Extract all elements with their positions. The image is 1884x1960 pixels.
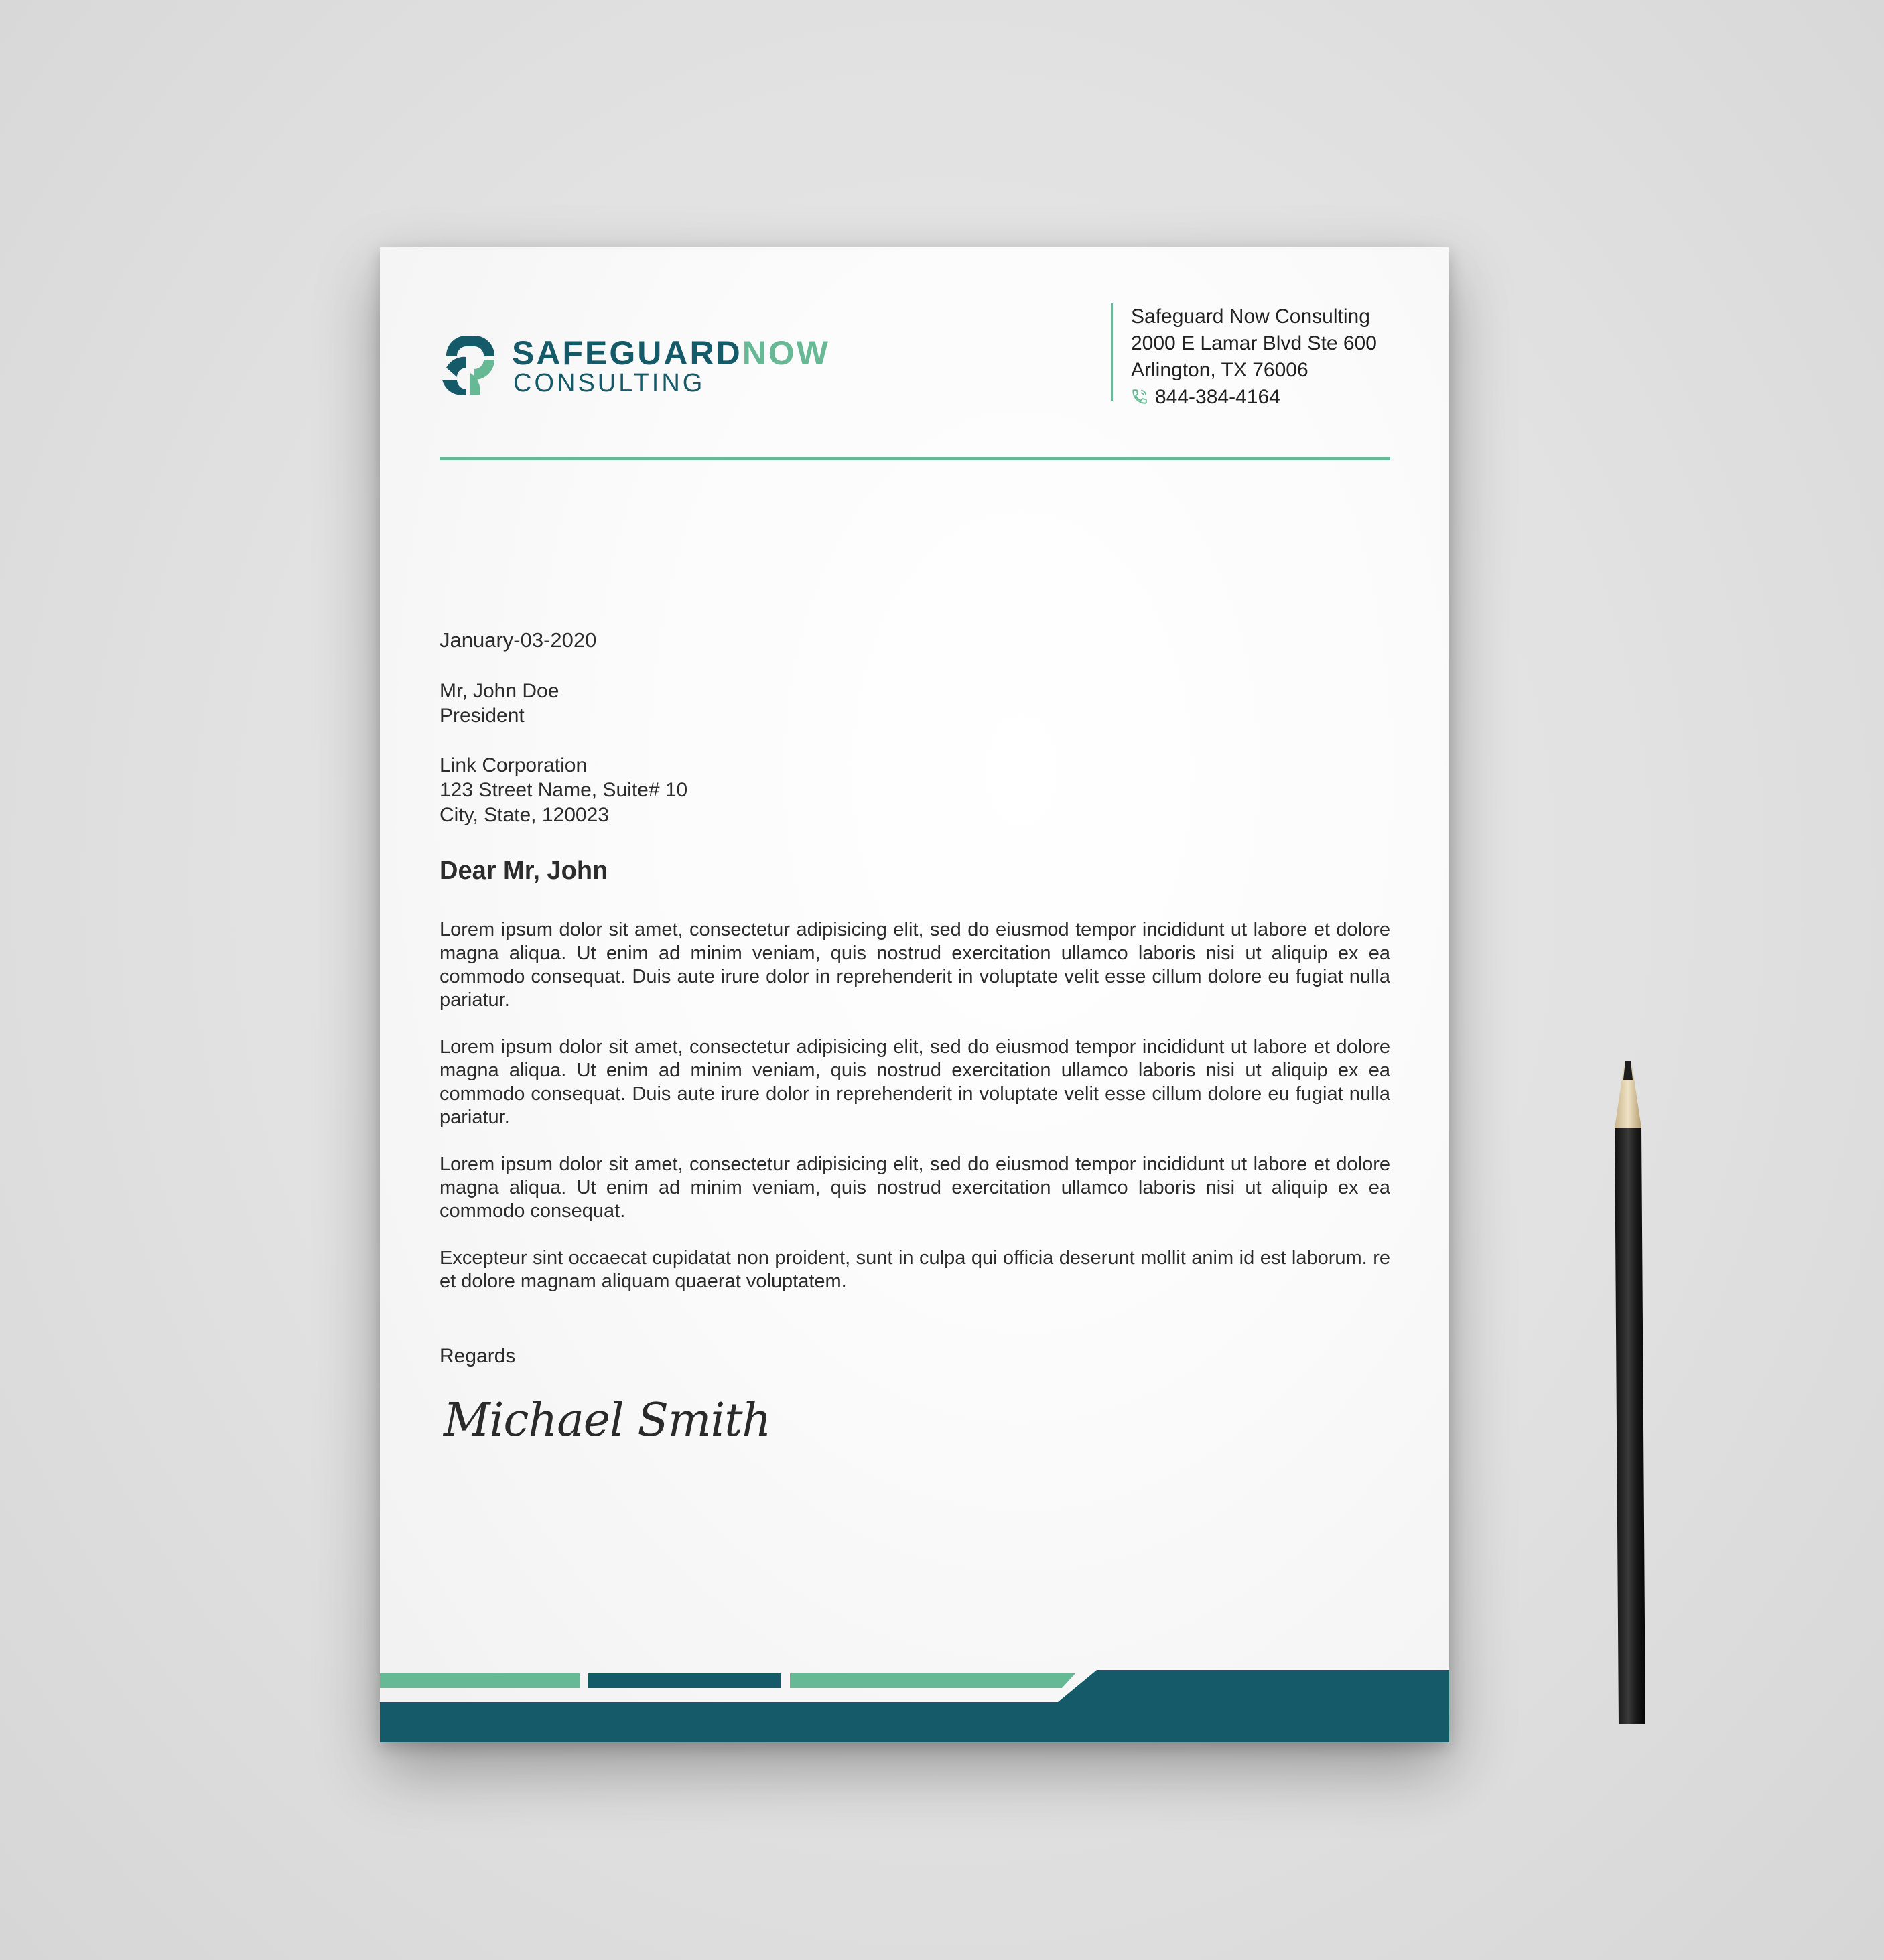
logo-mark-icon xyxy=(440,333,501,397)
closing: Regards xyxy=(440,1345,516,1367)
contact-street: 2000 E Lamar Blvd Ste 600 xyxy=(1131,332,1377,354)
recipient-company-city: City, State, 120023 xyxy=(440,804,609,826)
contact-phone: 844-384-4164 xyxy=(1155,386,1280,408)
recipient-name: Mr, John Doe xyxy=(440,680,559,702)
contact-city: Arlington, TX 76006 xyxy=(1131,359,1308,381)
header-divider xyxy=(440,457,1390,460)
logo-word-now: NOW xyxy=(742,334,830,372)
logo-word-consulting: CONSULTING xyxy=(513,369,705,397)
body-paragraph: Lorem ipsum dolor sit amet, consectetur adipisicing elit, sed do eiusmod tempor incididunt ut labore et dolore magna aliqua. Ut enim ad minim veniam, quis nostrud exercitation ullamco laboris nisi ut aliquip ex ea commodo consequat. Duis aute irure dolor in reprehenderit in voluptate velit esse cillum dolore eu fugiat nulla pariatur. xyxy=(440,919,1390,1011)
signature: Michael Smith xyxy=(444,1394,771,1447)
body-paragraph: Lorem ipsum dolor sit amet, consectetur adipisicing elit, sed do eiusmod tempor incididunt ut labore et dolore magna aliqua. Ut enim ad minim veniam, quis nostrud exercitation ullamco laboris nisi ut aliquip ex ea commodo consequat. xyxy=(440,1153,1390,1222)
contact-company: Safeguard Now Consulting xyxy=(1131,305,1370,328)
recipient-block xyxy=(440,679,559,728)
body-paragraph: Excepteur sint occaecat cupidatat non proident, sunt in culpa qui officia deserunt mollit anim id est laborum. re et dolore magnam aliquam quaerat voluptatem. xyxy=(440,1247,1390,1292)
footer-decoration xyxy=(380,1670,1449,1742)
contact-block xyxy=(1111,303,1432,408)
salutation: Dear Mr, John xyxy=(440,857,608,885)
letter-date: January-03-2020 xyxy=(440,628,597,652)
recipient-company-name: Link Corporation xyxy=(440,754,588,776)
body-paragraph: Lorem ipsum dolor sit amet, consectetur adipisicing elit, sed do eiusmod tempor incididunt ut labore et dolore magna aliqua. Ut enim ad minim veniam, quis nostrud exercitation ullamco laboris nisi ut aliquip ex ea commodo consequat. Duis aute irure dolor in reprehenderit in voluptate velit esse cillum dolore eu fugiat nulla pariatur. xyxy=(440,1036,1390,1128)
phone-icon xyxy=(1131,388,1148,405)
company-logo xyxy=(440,333,842,400)
letterhead-sheet xyxy=(380,247,1449,1742)
recipient-company-street: 123 Street Name, Suite# 10 xyxy=(440,779,688,801)
logo-word-safeguard: SAFEGUARD xyxy=(512,334,742,372)
contact-phone-line xyxy=(1131,384,1432,411)
recipient-company-block xyxy=(440,753,687,827)
logo-wordmark xyxy=(512,333,830,373)
recipient-title: President xyxy=(440,705,525,727)
pencil-icon xyxy=(1609,1061,1647,1724)
